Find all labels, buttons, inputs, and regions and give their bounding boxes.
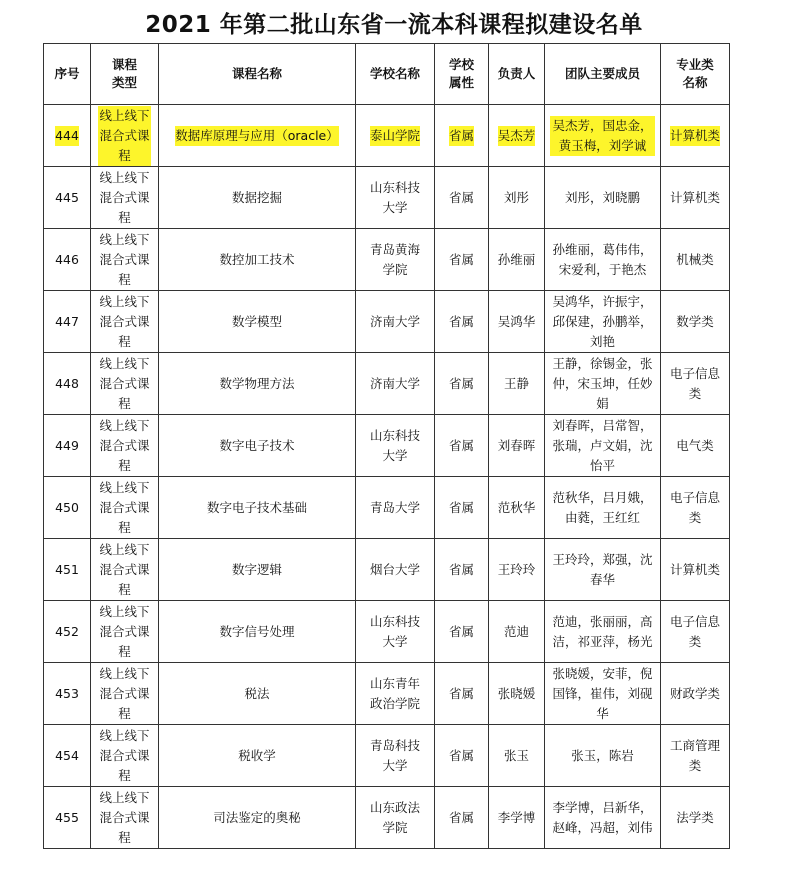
row-type: 线上线下混合式课程 (91, 663, 159, 725)
row-no: 451 (44, 539, 91, 601)
row-type: 线上线下混合式课程 (91, 539, 159, 601)
row-course: 司法鉴定的奥秘 (159, 787, 356, 849)
row-team: 张晓媛，安菲，倪国锋，崔伟，刘砚华 (545, 663, 661, 725)
row-no: 452 (44, 601, 91, 663)
row-leader: 吴鸿华 (489, 291, 545, 353)
table-row (44, 291, 730, 353)
course-table (43, 43, 730, 849)
row-leader: 刘彤 (489, 167, 545, 229)
row-no: 448 (44, 353, 91, 415)
header-school: 学校名称 (356, 44, 435, 105)
row-course: 数字逻辑 (159, 539, 356, 601)
row-course: 数控加工技术 (159, 229, 356, 291)
row-course: 数学物理方法 (159, 353, 356, 415)
table-row (44, 415, 730, 477)
row-attr: 省属 (435, 291, 489, 353)
row-no: 453 (44, 663, 91, 725)
row-course: 税收学 (159, 725, 356, 787)
row-attr: 省属 (435, 477, 489, 539)
row-no: 450 (44, 477, 91, 539)
table-row (44, 353, 730, 415)
header-row (44, 44, 730, 105)
row-course: 数字电子技术 (159, 415, 356, 477)
row-no: 444 (44, 105, 91, 167)
row-leader: 王静 (489, 353, 545, 415)
row-major: 计算机类 (661, 167, 730, 229)
row-type: 线上线下混合式课程 (91, 601, 159, 663)
row-no: 449 (44, 415, 91, 477)
row-school: 山东青年政治学院 (356, 663, 435, 725)
row-leader: 孙维丽 (489, 229, 545, 291)
row-type: 线上线下混合式课程 (91, 415, 159, 477)
table-row (44, 601, 730, 663)
row-school: 山东科技大学 (356, 415, 435, 477)
row-team: 王静，徐锡金，张仲，宋玉坤，任妙娟 (545, 353, 661, 415)
row-major: 数学类 (661, 291, 730, 353)
row-type: 线上线下混合式课程 (91, 229, 159, 291)
row-major: 电子信息类 (661, 477, 730, 539)
row-attr: 省属 (435, 105, 489, 167)
row-leader: 张玉 (489, 725, 545, 787)
row-course: 数据库原理与应用（oracle） (159, 105, 356, 167)
header-type: 课程类型 (91, 44, 159, 105)
row-course: 数学模型 (159, 291, 356, 353)
row-type: 线上线下混合式课程 (91, 353, 159, 415)
row-team: 范迪，张丽丽，高洁，祁亚萍，杨光 (545, 601, 661, 663)
table-row (44, 105, 730, 167)
row-school: 烟台大学 (356, 539, 435, 601)
row-attr: 省属 (435, 787, 489, 849)
row-leader: 王玲玲 (489, 539, 545, 601)
header-major: 专业类名称 (661, 44, 730, 105)
row-school: 山东科技大学 (356, 167, 435, 229)
row-course: 数字信号处理 (159, 601, 356, 663)
table-row (44, 539, 730, 601)
row-leader: 刘春晖 (489, 415, 545, 477)
row-no: 454 (44, 725, 91, 787)
row-major: 计算机类 (661, 539, 730, 601)
row-type: 线上线下混合式课程 (91, 787, 159, 849)
row-leader: 吴杰芳 (489, 105, 545, 167)
row-no: 446 (44, 229, 91, 291)
row-leader: 张晓媛 (489, 663, 545, 725)
row-type: 线上线下混合式课程 (91, 725, 159, 787)
row-school: 山东政法学院 (356, 787, 435, 849)
row-major: 财政学类 (661, 663, 730, 725)
row-major: 法学类 (661, 787, 730, 849)
row-leader: 范迪 (489, 601, 545, 663)
header-attr: 学校属性 (435, 44, 489, 105)
page-title: 2021 年第二批山东省一流本科课程拟建设名单 (145, 12, 643, 38)
row-school: 泰山学院 (356, 105, 435, 167)
row-team: 刘春晖，吕常智，张瑞，卢文娟，沈怡平 (545, 415, 661, 477)
table-row (44, 167, 730, 229)
row-team: 范秋华，吕月娥，由蕤，王红红 (545, 477, 661, 539)
row-course: 数字电子技术基础 (159, 477, 356, 539)
row-type: 线上线下混合式课程 (91, 105, 159, 167)
table-row (44, 725, 730, 787)
row-team: 孙维丽，葛伟伟，宋爱利，于艳杰 (545, 229, 661, 291)
row-attr: 省属 (435, 725, 489, 787)
row-major: 工商管理类 (661, 725, 730, 787)
row-attr: 省属 (435, 415, 489, 477)
table-row (44, 787, 730, 849)
row-attr: 省属 (435, 539, 489, 601)
row-attr: 省属 (435, 229, 489, 291)
row-team: 吴鸿华，许振宇，邱保建，孙鹏举，刘艳 (545, 291, 661, 353)
header-no: 序号 (44, 44, 91, 105)
row-course: 税法 (159, 663, 356, 725)
row-school: 济南大学 (356, 353, 435, 415)
row-leader: 李学博 (489, 787, 545, 849)
row-major: 计算机类 (661, 105, 730, 167)
header-course: 课程名称 (159, 44, 356, 105)
row-team: 王玲玲，郑强，沈春华 (545, 539, 661, 601)
row-major: 机械类 (661, 229, 730, 291)
row-school: 青岛黄海学院 (356, 229, 435, 291)
row-team: 刘彤，刘晓鹏 (545, 167, 661, 229)
row-no: 445 (44, 167, 91, 229)
header-leader: 负责人 (489, 44, 545, 105)
row-attr: 省属 (435, 353, 489, 415)
table-row (44, 229, 730, 291)
row-major: 电子信息类 (661, 601, 730, 663)
row-attr: 省属 (435, 601, 489, 663)
row-no: 455 (44, 787, 91, 849)
table-row (44, 663, 730, 725)
row-leader: 范秋华 (489, 477, 545, 539)
row-no: 447 (44, 291, 91, 353)
row-team: 张玉，陈岩 (545, 725, 661, 787)
row-school: 山东科技大学 (356, 601, 435, 663)
row-major: 电气类 (661, 415, 730, 477)
header-team: 团队主要成员 (545, 44, 661, 105)
row-school: 济南大学 (356, 291, 435, 353)
row-type: 线上线下混合式课程 (91, 477, 159, 539)
row-type: 线上线下混合式课程 (91, 291, 159, 353)
row-school: 青岛大学 (356, 477, 435, 539)
row-team: 李学博，吕新华，赵峰，冯超，刘伟 (545, 787, 661, 849)
row-team: 吴杰芳，国忠金，黄玉梅，刘学诚 (545, 105, 661, 167)
row-attr: 省属 (435, 663, 489, 725)
row-attr: 省属 (435, 167, 489, 229)
table-row (44, 477, 730, 539)
row-major: 电子信息类 (661, 353, 730, 415)
row-course: 数据挖掘 (159, 167, 356, 229)
row-school: 青岛科技大学 (356, 725, 435, 787)
row-type: 线上线下混合式课程 (91, 167, 159, 229)
